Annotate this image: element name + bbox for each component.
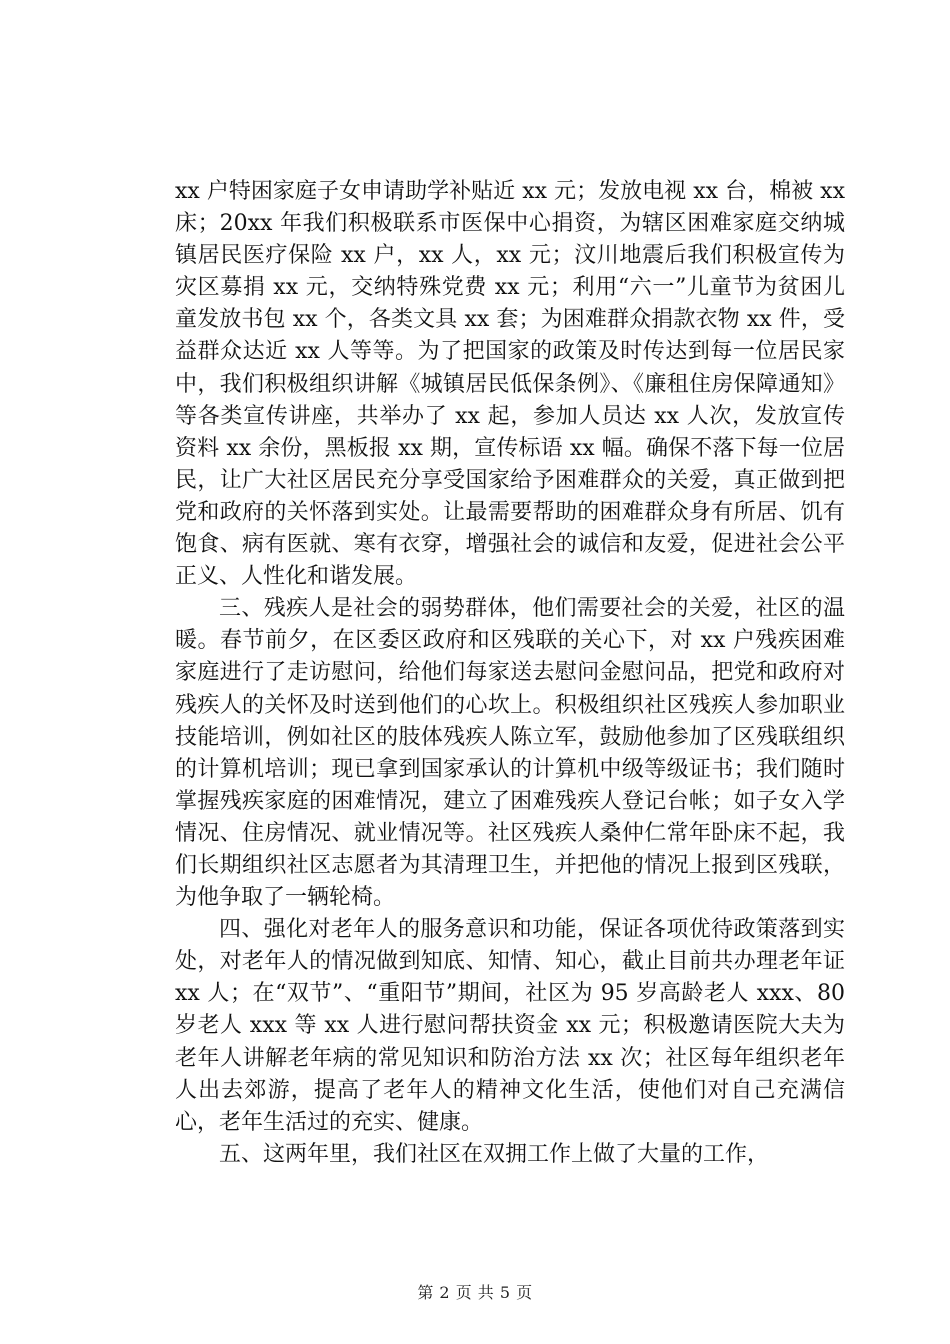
- paragraph-relief-continuation: xx 户特困家庭子女申请助学补贴近 xx 元；发放电视 xx 台，棉被 xx 床；20xx 年我们积极联系市医保中心捐资，为辖区困难家庭交纳城镇居民医疗保险 xx 户，xx 人，xx 元；汶川地震后我们积极宣传为灾区募捐 xx 元，交纳特殊党费 xx 元；利用“六一”儿童节为贫困儿童发放书包 xx 个，各类文具 xx 套；为困难群众捐款衣物 xx 件，受益群众达近 xx 人等等。为了把国家的政策及时传达到每一位居民家中，我们积极组织讲解《城镇居民低保条例》、《廉租住房保障通知》等各类宣传讲座，共举办了 xx 起，参加人员达 xx 人次，发放宣传资料 xx 余份，黑板报 xx 期，宣传标语 xx 幅。确保不落下每一位居民，让广大社区居民充分享受国家给予困难群众的关爱，真正做到把党和政府的关怀落到实处。让最需要帮助的困难群众身有所居、饥有饱食、病有医就、寒有衣穿，增强社会的诚信和友爱，促进社会公平正义、人性化和谐发展。: [175, 179, 845, 590]
- paragraph-section-five-military: 五、这两年里，我们社区在双拥工作上做了大量的工作，: [219, 1141, 770, 1167]
- document-body: [175, 176, 845, 1171]
- paragraph-section-three-disabled: 三、残疾人是社会的弱势群体，他们需要社会的关爱，社区的温暖。春节前夕，在区委区政府和区残联的关心下，对 xx 户残疾困难家庭进行了走访慰问，给他们每家送去慰问金慰问品，把党和政府对残疾人的关怀及时送到他们的心坎上。积极组织社区残疾人参加职业技能培训，例如社区的肢体残疾人陈立军，鼓励他参加了区残联组织的计算机培训；现已拿到国家承认的计算机中级等级证书；我们随时掌握残疾家庭的困难情况，建立了困难残疾人登记台帐；如子女入学情况、住房情况、就业情况等。社区残疾人桑仲仁常年卧床不起，我们长期组织社区志愿者为其清理卫生，并把他的情况上报到区残联，为他争取了一辆轮椅。: [175, 596, 845, 911]
- page-footer: 第 2 页 共 5 页: [417, 1283, 533, 1302]
- paragraph-section-four-elderly: 四、强化对老年人的服务意识和功能，保证各项优待政策落到实处，对老年人的情况做到知底、知情、知心，截止目前共办理老年证 xx 人；在“双节”、“重阳节”期间，社区为 95 岁高龄老人 xxx、80 岁老人 xxx 等 xx 人进行慰问帮扶资金 xx 元；积极邀请医院大夫为老年人讲解老年病的常见知识和防治方法 xx 次；社区每年组织老年人出去郊游，提高了老年人的精神文化生活，使他们对自己充满信心，老年生活过的充实、健康。: [175, 917, 845, 1135]
